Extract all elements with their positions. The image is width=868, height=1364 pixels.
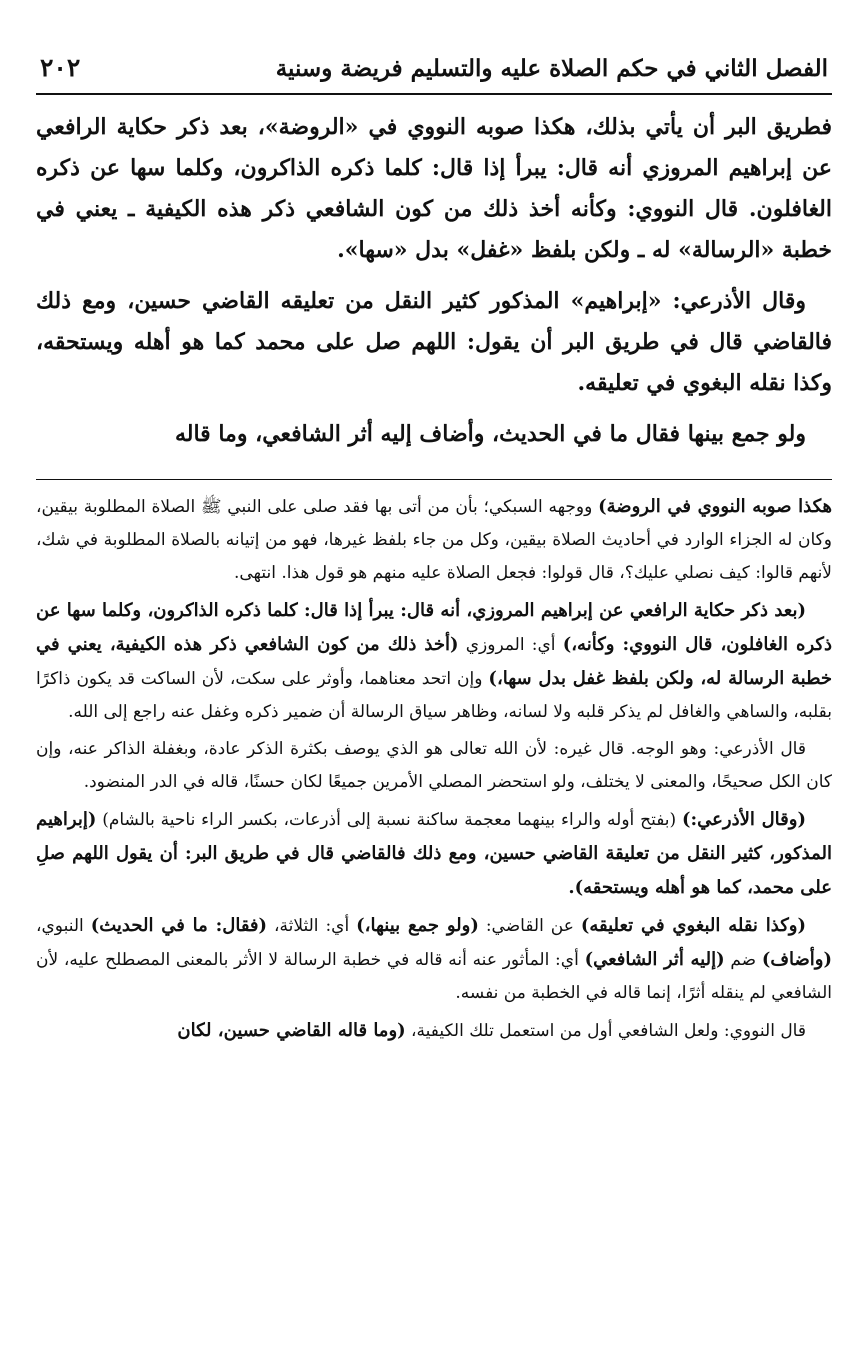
note-text: أي: المروزي xyxy=(458,635,563,655)
note-paragraph xyxy=(36,733,832,799)
note-bold: (وقال الأذرعي:) xyxy=(682,809,806,830)
note-paragraph xyxy=(36,490,832,590)
note-text: النبوي، xyxy=(36,916,91,936)
note-bold: (أخذ ذلك من كون الشافعي ذكر هذه الكيفية، يعني في خطبة الرسالة له، ولكن بلفظ غفل بدل سها،) xyxy=(36,634,832,689)
note-text: ووجهه السبكي؛ بأن من أتى بها فقد صلى على النبي ﷺ الصلاة المطلوبة بيقين، وكان له الجزاء الوارد في أحاديث الصلاة بيقين، وكل من جاء بلفظ غيرها، فهو من إتيانه بالصلاة المطلوبة في شك، لأنهم قالوا: كيف نصلي عليك؟، قال قولوا: فجعل الصلاة عليه منهم هو قول هذا. انتهى. xyxy=(36,497,832,583)
main-paragraph: فطريق البر أن يأتي بذلك، هكذا صوبه النووي في «الروضة»، بعد ذكر حكاية الرافعي عن إبراهيم المروزي أنه قال: يبرأ إذا قال: كلما ذكره الذاكرون، وكلما سها عن ذكره الغافلون. قال النووي: وكأنه أخذ ذلك من كون الشافعي ذكر هذه الكيفية ـ يعني في خطبة «الرسالة» له ـ ولكن بلفظ «غفل» بدل «سها». xyxy=(36,114,832,263)
note-text: عن القاضي: xyxy=(478,916,581,936)
note-text: ضم xyxy=(724,950,762,970)
note-bold: (وأضاف) xyxy=(761,949,832,970)
note-bold: (وكذا نقله البغوي في تعليقه) xyxy=(580,915,806,936)
note-bold: (وما قاله القاضي حسين، لكان xyxy=(177,1020,406,1041)
note-bold: (فقال: ما في الحديث) xyxy=(90,915,268,936)
note-bold: (إبراهيم المذكور، كثير النقل من تعليقة القاضي حسين، ومع ذلك فالقاضي قال في طريق البر: أن يقول اللهم صلِ على محمد، كما هو أهله ويستحقه). xyxy=(36,809,832,898)
note-paragraph xyxy=(36,1014,832,1048)
note-text: وإن اتحد معناهما، وأوثر على سكت، لأن الساكت قد يكون ذاكرًا بقلبه، والساهي والغافل لم يذكر قلبه ولا لسانه، وظاهر سياق الرسالة أن ضمير ذكره وغفل عنه راجع إلى الله. xyxy=(36,669,832,722)
note-bold: (إليه أثر الشافعي) xyxy=(584,949,725,970)
note-paragraph xyxy=(36,803,832,905)
note-text: (بفتح أوله والراء بينهما معجمة ساكنة نسبة إلى أذرعات، بكسر الراء ناحية بالشام) xyxy=(96,810,683,830)
note-bold: (بعد ذكر حكاية الرافعي عن إبراهيم المروزي، أنه قال: يبرأ إذا قال: كلما ذكره الذاكرون، وكلما سها عن ذكره الغافلون، قال النووي: وكأنه،) xyxy=(36,600,832,655)
running-title: الفصل الثاني في حكم الصلاة عليه والتسليم فريضة وسنية xyxy=(275,55,828,82)
note-paragraph xyxy=(36,909,832,1010)
note-bold: (ولو جمع بينها،) xyxy=(356,915,479,936)
note-paragraph xyxy=(36,594,832,729)
page-number: ٢٠٢ xyxy=(40,53,81,82)
main-paragraph: ولو جمع بينها فقال ما في الحديث، وأضاف إليه أثر الشافعي، وما قاله xyxy=(174,421,806,447)
footnote-divider xyxy=(36,479,832,480)
running-header xyxy=(36,52,832,95)
main-text xyxy=(36,107,832,455)
main-paragraph: وقال الأذرعي: «إبراهيم» المذكور كثير النقل من تعليقه القاضي حسين، ومع ذلك فالقاضي قال في طريق البر أن يقول: اللهم صل على محمد كما هو أهله ويستحقه، وكذا نقله البغوي في تعليقه. xyxy=(36,288,832,396)
note-text: قال الأذرعي: وهو الوجه. قال غيره: لأن الله تعالى هو الذي يوصف بكثرة الذكر عادة، وبغفلة الذاكر عنه، وإن كان الكل صحيحًا، والمعنى لا يختلف، ولو استحضر المصلي الأمرين جميعًا لكان حسنًا، قاله في الدر المنضود. xyxy=(36,739,832,792)
note-text: أي: الثلاثة، xyxy=(267,916,357,936)
note-bold: هكذا صوبه النووي في الروضة) xyxy=(598,496,833,517)
note-text: أي: المأثور عنه أنه قاله في خطبة الرسالة لا الأثر بالمعنى المصطلح عليه، لأن الشافعي لم ينقله أثرًا، إنما قاله في الخطبة من نفسه. xyxy=(36,950,832,1003)
commentary-notes xyxy=(36,490,832,1048)
note-text: قال النووي: ولعل الشافعي أول من استعمل تلك الكيفية، xyxy=(405,1021,806,1041)
